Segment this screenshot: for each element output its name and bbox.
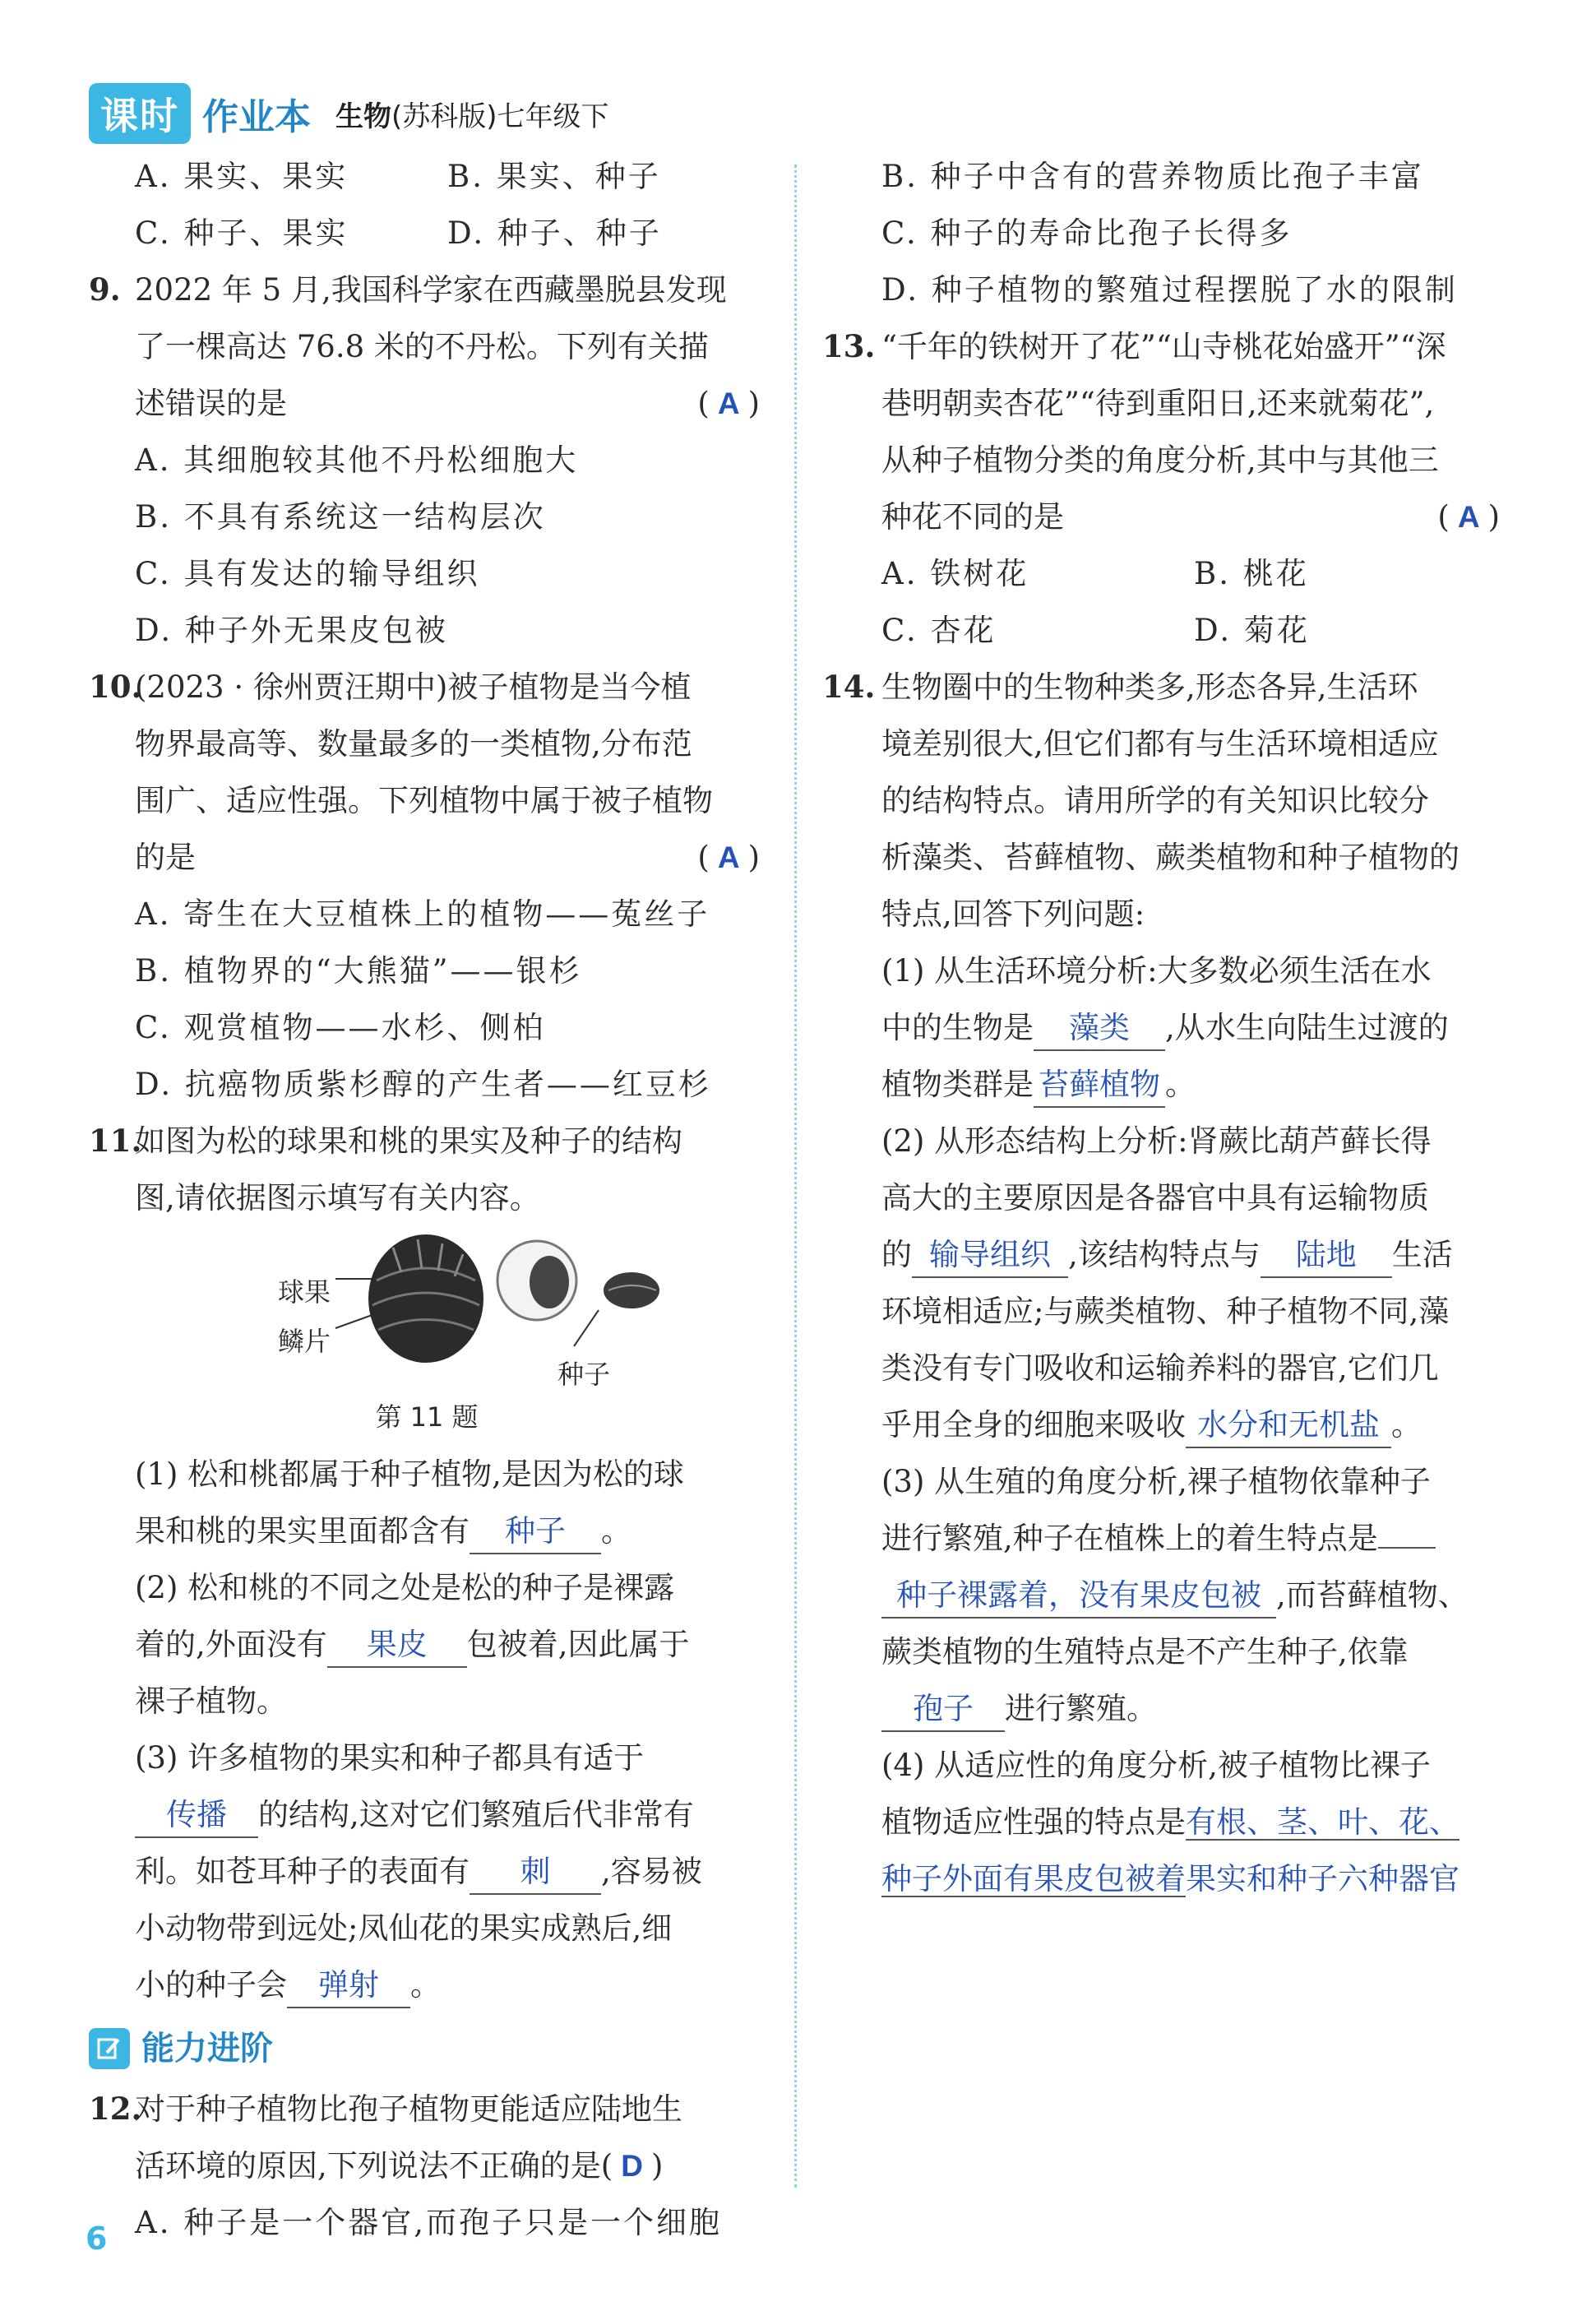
answer-blank: 传播 xyxy=(135,1794,258,1838)
question-11: 11. 如图为松的球果和桃的果实及种子的结构 图,请依据图示填写有关内容。 xyxy=(89,1123,682,1216)
answer-blank: 孢子 xyxy=(881,1688,1005,1732)
q8-options-row2: C. 种子、果实 D. 种子、种子 xyxy=(135,215,662,251)
answer-paren: ( D ) xyxy=(600,2148,664,2184)
question-13: 13. “千年的铁树开了花”“山寺桃花始盛开”“深 巷明朝卖杏花”“待到重阳日,还来就菊花”, 从种子植物分类的角度分析,其中与其他三 种花不同的是 ( A ) xyxy=(822,318,1505,545)
answer-mark: A xyxy=(1457,500,1480,534)
q13-options-row2: C. 杏花 D. 菊花 xyxy=(881,613,1310,648)
q10-option-d: D. 抗癌物质紫杉醇的产生者——红豆杉 xyxy=(135,1067,711,1102)
answer-paren: ( A ) xyxy=(1437,499,1500,535)
pencil-icon xyxy=(89,2028,130,2069)
peach-icon xyxy=(497,1241,576,1320)
answer-paren: ( A ) xyxy=(697,386,760,421)
page-number: 6 xyxy=(86,2221,108,2257)
handwritten-answer: 果实和种子六种器官 xyxy=(1186,1862,1460,1896)
column-divider xyxy=(794,164,797,2188)
q10-option-b: B. 植物界的“大熊猫”——银杉 xyxy=(135,953,582,989)
q9-option-c: C. 具有发达的输导组织 xyxy=(135,556,480,591)
section-heading: 能力进阶 xyxy=(89,2020,765,2077)
answer-blank: 果皮 xyxy=(327,1623,467,1668)
pine-cone-icon xyxy=(368,1234,483,1363)
handwritten-answer: 种子外面有果皮包被着 xyxy=(881,1862,1186,1896)
q12-option-b: B. 种子中含有的营养物质比孢子丰富 xyxy=(881,159,1424,194)
question-10: 10. (2023 · 徐州贾汪期中)被子植物是当今植 物界最高等、数量最多的一类植物,分布范 围广、适应性强。下列植物中属于被子植物 的是 ( A ) xyxy=(89,659,765,886)
left-column: A. 果实、果实 B. 果实、种子 C. 种子、果实 D. 种子、种子 9. 2022 年 5 月,我国科学家在西藏墨脱县发现 了一棵高达 76.8 米的不丹松。下列有关描 述错误的是 ( A ) A. 其细胞较其他不丹松细胞大 B. 不具有系统这一结构层次 C. 具有发达的输导组织 D. 种子外无果皮包被 10. (2023 · 徐州贾汪期中)被子植物是当今植 物界最高等、数量最多的一类植物,分布范 围广、适应性强。下列植物中属于被子植物 的是 ( A ) A. 寄生在大豆植株上的植物——菟丝子 B. 植物界的“大熊猫”——银杉 C. 观赏植物——水杉、侧柏 D. 抗癌物质紫杉醇的产生者——红豆杉 11. 如图为松的球果和桃的果实及种子的结构 图,请依据图示填写有关内容。 球果 鳞片 种子 第 11 题 (1) 松和桃都属于种子植物,是因为松的球 果和桃的果实里面都含有 种子 。 (2) 松和桃的不同之处是松的种子是裸露 着的,外面没有 果皮 包被着,因此属于 裸子植物。 (3) 许多植物的果实和种子都具有适于 传播 的结构,这对它们繁殖后代非常有 利。如苍耳种子的表面有 刺 ,容易被 小动物带到远处;凤仙花的果实成熟后,细 小的种子会 弹射 。 能力进阶 12. 对于种子植物比孢子植物更能适应陆地生 活环境的原因,下列说法不正确的是( D ) A. 种子是一个器官,而孢子只是一个细胞 xyxy=(89,148,765,2251)
answer-blank: 输导组织 xyxy=(912,1234,1068,1278)
q12-option-c: C. 种子的寿命比孢子长得多 xyxy=(881,215,1293,251)
right-column: B. 种子中含有的营养物质比孢子丰富 C. 种子的寿命比孢子长得多 D. 种子植物的繁殖过程摆脱了水的限制 13. “千年的铁树开了花”“山寺桃花始盛开”“深 巷明朝卖杏花”“待到重阳日,还来就菊花”, 从种子植物分类的角度分析,其中与其他三 种花不同的是 ( A ) A. 铁树花 B. 桃花 C. 杏花 D. 菊花 14. 生物圈中的生物种类多,形态各异,生活环 境差别很大,但它们都有与生活环境相适应 的结构特点。请用所学的有关知识比较分 析藻类、苔藓植物、蕨类植物和种子植物的 特点,回答下列问题: (1) 从生活环境分析:大多数必须生活在水 中的生物是 藻类 ,从水生向陆生过渡的 植物类群是 苔藓植物 。 (2) 从形态结构上分析:肾蕨比葫芦藓长得 高大的主要原因是各器官中具有运输物质 的 输导组织 ,该结构特点与 陆地 生活 环境相适应;与蕨类植物、种子植物不同,藻 类没有专门吸收和运输养料的器官,它们几 乎用全身的细胞来吸收 水分和无机盐 。 (3) 从生殖的角度分析,裸子植物依靠种子 进行繁殖,种子在植株上的着生特点是 种子裸露着，没有果皮包被 ,而苔藓植物、 蕨类植物的生殖特点是不产生种子,依靠 孢子 进行繁殖。 (4) 从适应性的角度分析,被子植物比裸子 植物适应性强的特点是有根、茎、叶、花、 种子外面有果皮包被着果实和种子六种器官 xyxy=(822,148,1505,1907)
answer-mark: A xyxy=(717,387,740,420)
answer-blank: 种子 xyxy=(470,1510,601,1554)
q9-option-a: A. 其细胞较其他不丹松细胞大 xyxy=(135,442,579,478)
answer-mark: D xyxy=(621,2149,643,2183)
answer-blank: 种子裸露着，没有果皮包被 xyxy=(881,1574,1276,1619)
answer-blank: 苔藓植物 xyxy=(1034,1063,1165,1108)
q12-option-d: D. 种子植物的繁殖过程摆脱了水的限制 xyxy=(881,272,1458,308)
question-14: 14. 生物圈中的生物种类多,形态各异,生活环 境差别很大,但它们都有与生活环境相适应 的结构特点。请用所学的有关知识比较分 析藻类、苔藓植物、蕨类植物和种子植物的 特点,回答下列问题: xyxy=(822,669,1460,932)
question-9: 9. 2022 年 5 月,我国科学家在西藏墨脱县发现 了一棵高达 76.8 米的不丹松。下列有关描 述错误的是 ( A ) xyxy=(89,262,765,432)
page-header xyxy=(89,81,609,146)
answer-blank: 刺 xyxy=(470,1850,601,1895)
seed-icon xyxy=(604,1272,659,1308)
logo-suffix: 作业本 xyxy=(202,96,311,138)
q13-options-row1: A. 铁树花 B. 桃花 xyxy=(881,556,1309,591)
answer-blank: 弹射 xyxy=(287,1964,410,2008)
subject-title: 生物(苏科版)七年级下 xyxy=(335,100,609,133)
q12-option-a: A. 种子是一个器官,而孢子只是一个细胞 xyxy=(135,2205,723,2240)
figure-caption: 第 11 题 xyxy=(375,1401,479,1433)
logo: 课时 xyxy=(89,83,191,144)
question-12: 12. 对于种子植物比孢子植物更能适应陆地生 活环境的原因,下列说法不正确的是( D ) xyxy=(89,2091,682,2184)
q10-option-a: A. 寄生在大豆植株上的植物——菟丝子 xyxy=(135,896,710,932)
handwritten-answer: 有根、茎、叶、花、 xyxy=(1186,1805,1460,1839)
pine-cone-peach-illustration xyxy=(89,1231,765,1387)
answer-blank: 藻类 xyxy=(1034,1007,1165,1051)
q8-options-row1: A. 果实、果实 B. 果实、种子 xyxy=(135,159,661,194)
q10-option-c: C. 观赏植物——水杉、侧柏 xyxy=(135,1010,546,1045)
answer-mark: A xyxy=(717,841,740,874)
q9-option-b: B. 不具有系统这一结构层次 xyxy=(135,499,546,535)
answer-paren: ( A ) xyxy=(697,840,760,875)
answer-blank xyxy=(1378,1547,1436,1549)
answer-blank: 陆地 xyxy=(1261,1234,1392,1278)
answer-blank: 水分和无机盐 xyxy=(1186,1404,1391,1448)
q11-figure: 球果 鳞片 种子 xyxy=(89,1231,765,1387)
q9-option-d: D. 种子外无果皮包被 xyxy=(135,613,448,648)
